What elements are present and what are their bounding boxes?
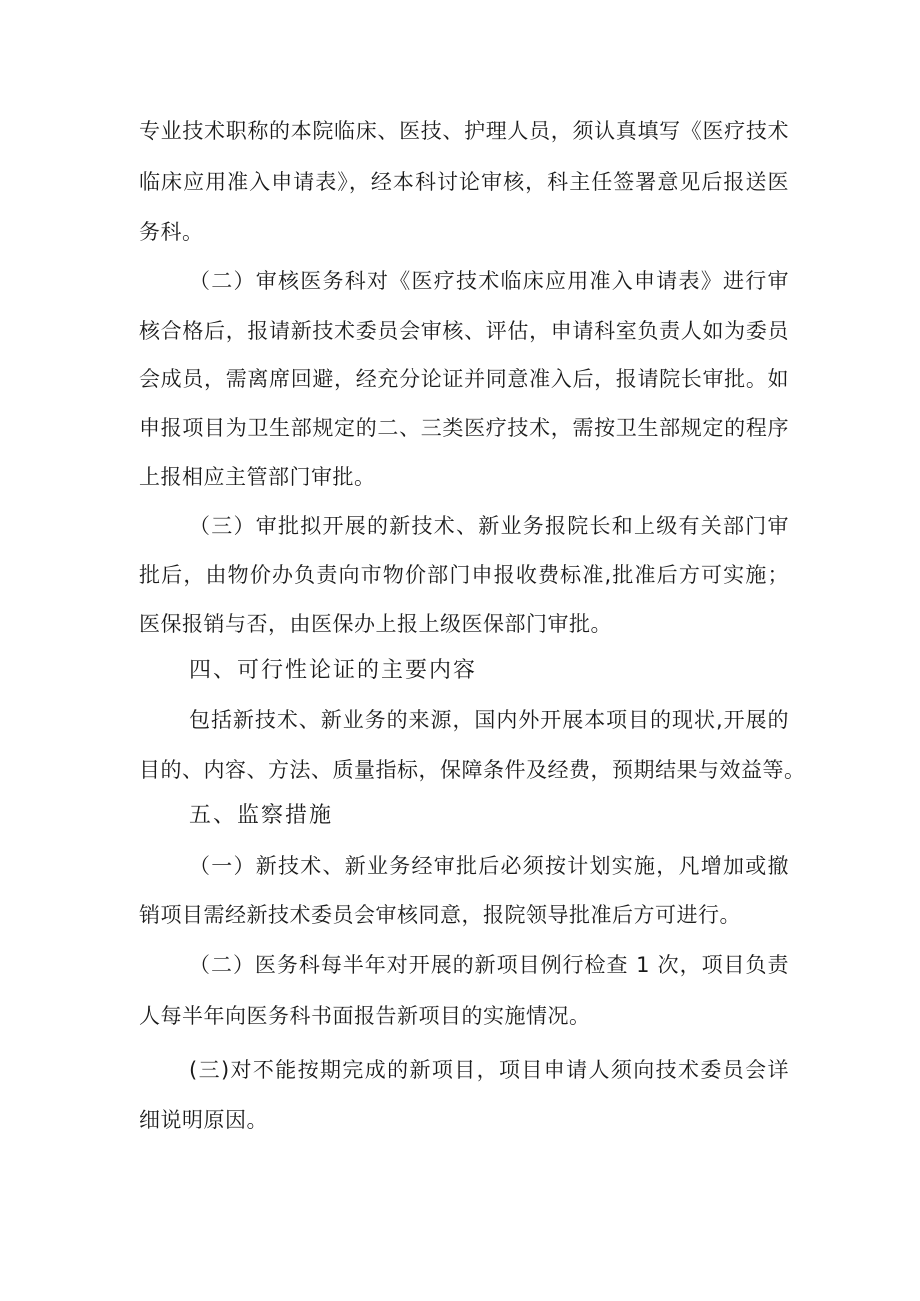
body-text-line: （一）新技术、新业务经审批后必须按计划实施，凡增加或撤 <box>189 854 789 878</box>
body-text-line: 销项目需经新技术委员会审核同意，报院领导批准后方可进行。 <box>139 903 741 927</box>
section-heading: 四、可行性论证的主要内容 <box>189 658 478 683</box>
body-text-line: 批后，由物价办负责向市物价部门申报收费标准,批准后方可实施； <box>139 563 789 587</box>
body-text-line: （二）医务科每半年对开展的新项目例行检查 1 次，项目负责 <box>189 953 789 977</box>
body-text-line: 会成员，需离席回避，经充分论证并同意准入后，报请院长审批。如 <box>139 367 789 391</box>
section-heading: 五、监察措施 <box>189 803 334 828</box>
body-text-line: 上报相应主管部门审批。 <box>139 465 376 489</box>
body-text-line: (三)对不能按期完成的新项目，项目申请人须向技术委员会详 <box>189 1058 789 1082</box>
body-text-line: 专业技术职称的本院临床、医技、护理人员，须认真填写《医疗技术 <box>139 119 789 143</box>
body-text-line: 临床应用准入申请表》，经本科讨论审核，科主任签署意见后报送医 <box>139 170 789 194</box>
body-text-line: 目的、内容、方法、质量指标，保障条件及经费，预期结果与效益等。 <box>139 758 806 782</box>
body-text-line: 人每半年向医务科书面报告新项目的实施情况。 <box>139 1004 591 1028</box>
body-text-line: 包括新技术、新业务的来源，国内外开展本项目的现状,开展的 <box>189 708 789 732</box>
body-text-line: 细说明原因。 <box>139 1108 268 1132</box>
body-text-line: 申报项目为卫生部规定的二、三类医疗技术，需按卫生部规定的程序 <box>139 416 789 440</box>
body-text-line: （二）审核医务科对《医疗技术临床应用准入申请表》进行审 <box>189 269 789 293</box>
body-text-line: 医保报销与否，由医保办上报上级医保部门审批。 <box>139 612 612 636</box>
body-text-line: 核合格后，报请新技术委员会审核、评估，申请科室负责人如为委员 <box>139 319 789 343</box>
body-text-line: （三）审批拟开展的新技术、新业务报院长和上级有关部门审 <box>189 514 789 538</box>
body-text-line: 务科。 <box>139 220 204 244</box>
